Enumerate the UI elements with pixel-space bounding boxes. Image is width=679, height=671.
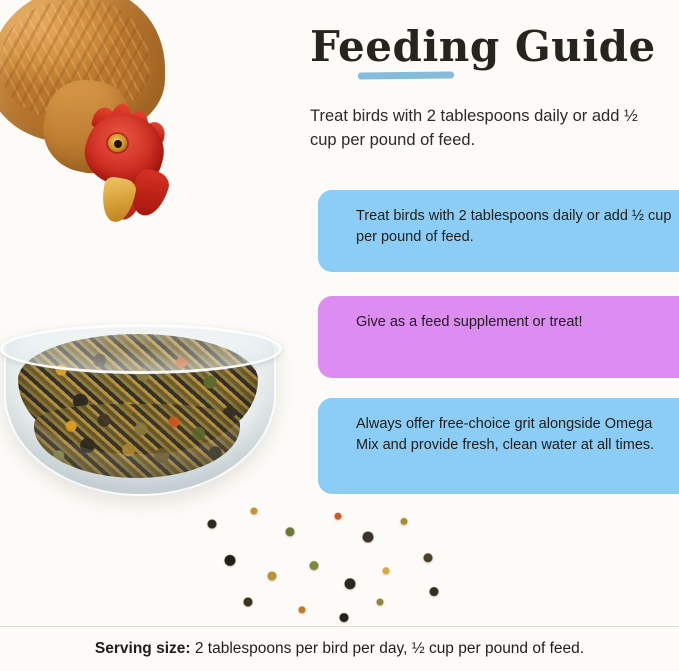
serving-size-label: Serving size: [94,640,191,657]
seed-bowl-photo [0,318,300,518]
glass-bowl [4,332,276,496]
hen-eye [108,134,127,152]
serving-size-value: 2 tablespoons per bird per day, ½ cup per pound of feed. [194,640,585,657]
hen-pupil [114,140,122,148]
hen-wattle-back [109,181,145,223]
intro-text: Treat birds with 2 tablespoons daily or add ½ cup per pound of feed. [310,107,638,149]
hen-photo [0,0,205,253]
hen-comb [91,92,172,145]
callout-supplement: Give as a feed supplement or treat! [318,296,679,378]
serving-size-line [95,640,584,658]
title-underline [358,71,454,79]
callout-grit-water: Always offer free-choice grit alongside Omega Mix and provide fresh, clean water at all times. [318,398,679,494]
page-title: Feeding Guide [310,22,656,71]
hen-feathers [0,0,150,120]
hen-neck [35,72,138,180]
seed-mix-top [18,334,258,454]
content-column [306,0,679,671]
bowl-rim [0,324,282,374]
hen-head [78,105,173,196]
hen-body [0,0,165,143]
seed-mix-bottom [34,404,240,478]
hen-beak [98,176,137,225]
hen-wattle [126,166,173,220]
serving-size-footer [0,626,679,671]
callout-dosage: Treat birds with 2 tablespoons daily or add ½ cup per pound of feed. [318,190,679,272]
